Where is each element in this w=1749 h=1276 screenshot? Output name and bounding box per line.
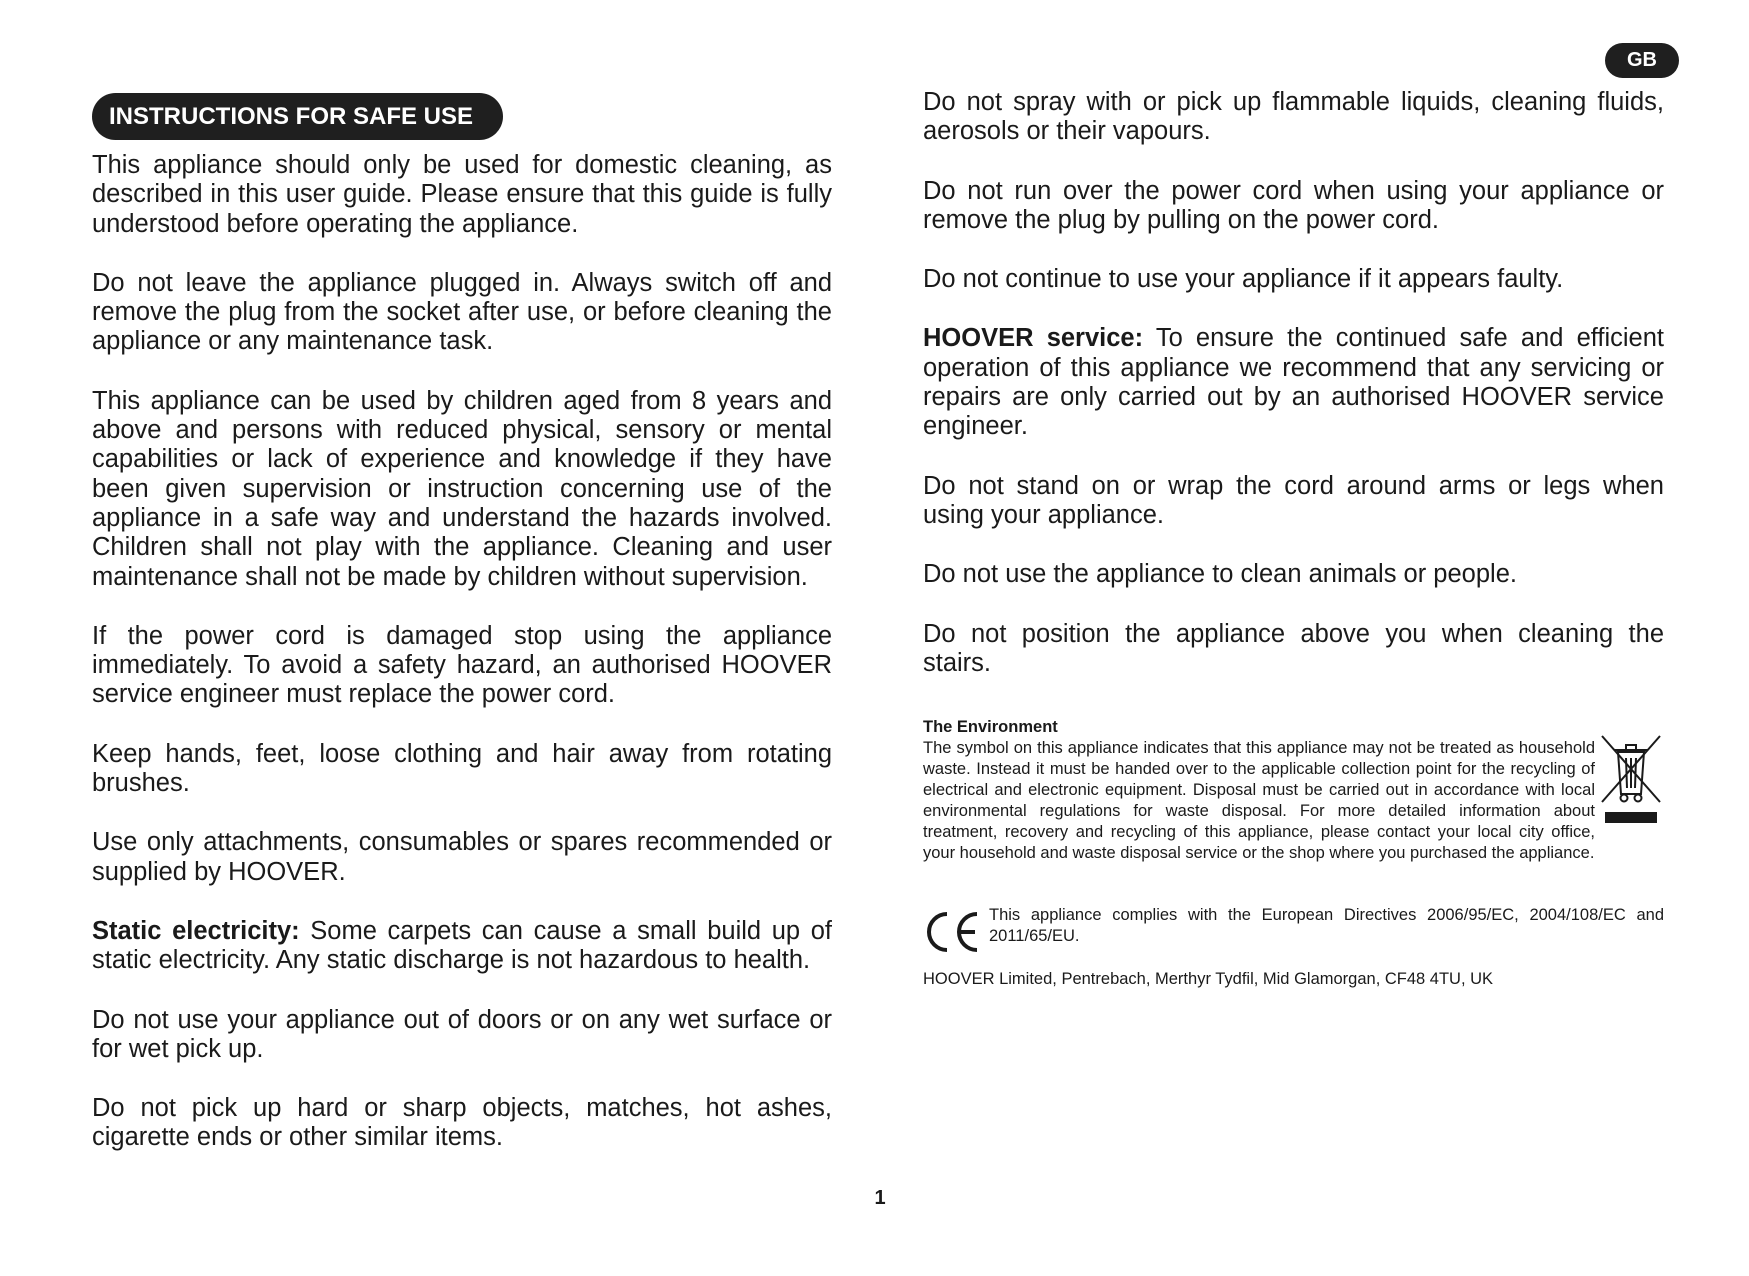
paragraph: Do not run over the power cord when using your appliance or remove the plug by pulling on the power cord.	[923, 176, 1664, 234]
environment-title: The Environment	[923, 718, 1058, 736]
language-badge: GB	[1605, 43, 1679, 78]
paragraph: Do not continue to use your appliance if it appears faulty.	[923, 265, 1564, 294]
paragraph-static-electricity: Static electricity: Some carpets can cause a small build up of static electricity. Any static discharge is not hazardous to health.	[92, 916, 832, 975]
environment-text: The symbol on this appliance indicates that this appliance may not be treated as household waste. Instead it must be handed over to the applicable collection point for the recycling of electrical and electronic equipment. Disposal must be carried out in accordance with local environmental regulations for waste disposal. For more detailed information about treatment, recovery and recycling of this appliance, please contact your local city office, your household and waste disposal service or the shop where you purchased the appliance.	[923, 739, 1595, 862]
paragraph: Do not spray with or pick up flammable liquids, cleaning fluids, aerosols or their vapours.	[923, 88, 1664, 146]
paragraph: Do not pick up hard or sharp objects, matches, hot ashes, cigarette ends or other similar items.	[92, 1094, 832, 1152]
ce-mark-icon	[923, 909, 981, 955]
paragraph: This appliance can be used by children aged from 8 years and above and persons with reduced physical, sensory or mental capabilities or lack of experience and knowledge if they have been given supervision or instruction concerning use of the appliance in a safe way and understand the hazards involved. Children shall not play with the appliance. Cleaning and user maintenance shall not be made by children without supervision.	[92, 386, 832, 591]
environment-section	[923, 717, 1664, 864]
paragraph: Use only attachments, consumables or spares recommended or supplied by HOOVER.	[92, 828, 832, 886]
company-address: HOOVER Limited, Pentrebach, Merthyr Tydfil, Mid Glamorgan, CF48 4TU, UK	[923, 970, 1494, 988]
paragraph-hoover-service: HOOVER service: To ensure the continued safe and efficient operation of this appliance we recommend that any servicing or repairs are only carried out by an authorised HOOVER service engineer.	[923, 324, 1664, 441]
right-column	[923, 88, 1664, 708]
paragraph: Do not leave the appliance plugged in. Always switch off and remove the plug from the socket after use, or before cleaning the appliance or any maintenance task.	[92, 268, 832, 356]
paragraph: Keep hands, feet, loose clothing and hair away from rotating brushes.	[92, 739, 832, 798]
paragraph: Do not stand on or wrap the cord around arms or legs when using your appliance.	[923, 471, 1664, 529]
paragraph: Do not position the appliance above you when cleaning the stairs.	[923, 619, 1664, 677]
paragraph: Do not use your appliance out of doors or on any wet surface or for wet pick up.	[92, 1005, 832, 1063]
paragraph: Do not use the appliance to clean animals or people.	[923, 560, 1517, 589]
ce-compliance	[923, 905, 1664, 955]
page-number: 1	[874, 1187, 886, 1209]
paragraph: This appliance should only be used for domestic cleaning, as described in this user guide. Please ensure that this guide is fully understood before operating the appliance.	[92, 151, 832, 238]
ce-text: This appliance complies with the European Directives 2006/95/EC, 2004/108/EC and 2011/65/EU.	[989, 906, 1664, 945]
weee-bin-icon	[1598, 732, 1664, 824]
section-header: INSTRUCTIONS FOR SAFE USE	[92, 93, 503, 140]
paragraph: If the power cord is damaged stop using the appliance immediately. To avoid a safety hazard, an authorised HOOVER service engineer must replace the power cord.	[92, 621, 832, 709]
left-column	[92, 151, 832, 1183]
